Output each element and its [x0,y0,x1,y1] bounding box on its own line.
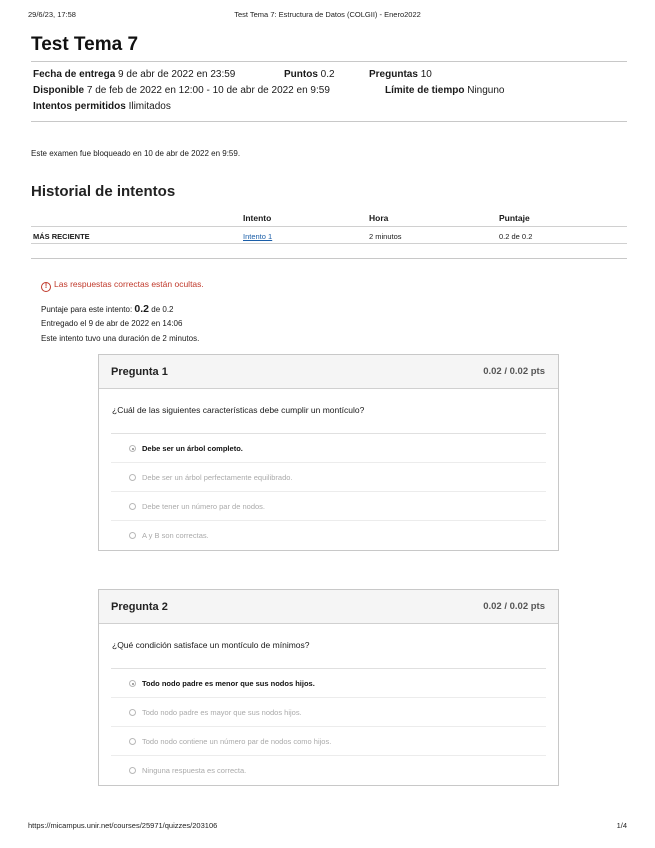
radio-icon[interactable] [129,474,136,481]
question-header [99,355,558,389]
question-title: Pregunta 2 [111,601,168,613]
radio-icon[interactable] [129,738,136,745]
question-prompt: ¿Qué condición satisface un montículo de mínimos? [112,640,310,650]
print-page-number: 1/4 [616,821,627,830]
answer-option[interactable] [111,756,546,785]
question-card [98,589,559,786]
divider [31,121,627,122]
radio-icon[interactable] [129,767,136,774]
lock-note: Este examen fue bloqueado en 10 de abr de 2022 en 9:59. [31,149,241,158]
submitted-note: Entregado el 9 de abr de 2022 en 14:06 [41,319,183,328]
question-title: Pregunta 1 [111,366,168,378]
answer-list [111,669,546,785]
points [284,69,335,80]
questions-label: Preguntas [369,69,418,80]
question-count [369,69,432,80]
answer-label: Todo nodo padre es menor que sus nodos hijos. [142,679,315,688]
hidden-answers-warning [41,279,204,292]
score-suffix: de 0.2 [151,305,174,314]
answer-option[interactable] [111,521,546,550]
question-text [111,389,546,434]
attempts-allowed [33,101,171,112]
print-footer [28,821,627,830]
radio-icon[interactable] [129,709,136,716]
warning-text: Las respuestas correctas están ocultas. [54,279,204,289]
answer-option[interactable] [111,492,546,521]
answer-option[interactable] [111,698,546,727]
question-points: 0.02 / 0.02 pts [483,601,545,612]
print-datetime: 29/6/23, 17:58 [28,10,76,19]
question-card [98,354,559,551]
answer-option[interactable] [111,669,546,698]
header-attempt: Intento [243,213,272,223]
row-label: MÁS RECIENTE [33,232,90,241]
attempt-link[interactable]: Intento 1 [243,232,273,241]
score-value: 0.2 [134,303,150,315]
divider [31,258,627,259]
radio-checked-icon[interactable] [129,680,136,687]
available-value: 7 de feb de 2022 en 12:00 - 10 de abr de 2022 en 9:59 [86,85,330,96]
question-points: 0.02 / 0.02 pts [483,366,545,377]
answer-option[interactable] [111,434,546,463]
question-header [99,590,558,624]
attempts-value: Ilimitados [128,101,171,112]
print-url: https://micampus.unir.net/courses/25971/quizzes/203106 [28,821,218,830]
duration-note: Este intento tuvo una duración de 2 minutos. [41,334,200,343]
time-limit-value: Ninguno [467,85,505,96]
header-time: Hora [369,213,389,223]
attempt-score [41,303,174,315]
radio-icon[interactable] [129,532,136,539]
attempts-label: Intentos permitidos [33,101,126,112]
table-row [31,226,627,244]
due-date [33,69,235,80]
history-title: Historial de intentos [31,183,176,200]
question-text [111,624,546,669]
answer-option[interactable] [111,463,546,492]
points-label: Puntos [284,69,318,80]
history-table [31,208,627,244]
answer-label: Ninguna respuesta es correcta. [142,766,247,775]
answer-label: Debe tener un número par de nodos. [142,502,265,511]
history-header-row [31,208,627,226]
question-prompt: ¿Cuál de las siguientes características debe cumplir un montículo? [112,405,365,415]
warning-icon: ! [41,282,51,292]
available-label: Disponible [33,85,85,96]
points-value: 0.2 [320,69,335,80]
row-time: 2 minutos [369,232,402,241]
answer-label: Todo nodo padre es mayor que sus nodos hijos. [142,708,302,717]
time-limit-label: Límite de tiempo [385,85,465,96]
divider [31,61,627,62]
answer-label: Debe ser un árbol completo. [142,444,243,453]
answer-label: A y B son correctas. [142,531,209,540]
time-limit [385,85,505,96]
questions-value: 10 [420,69,432,80]
page-title: Test Tema 7 [31,34,139,55]
answer-list [111,434,546,550]
due-label: Fecha de entrega [33,69,116,80]
score-prefix: Puntaje para este intento: [41,305,133,314]
print-header [28,10,627,24]
availability [33,85,330,96]
answer-label: Todo nodo contiene un número par de nodos como hijos. [142,737,332,746]
due-value: 9 de abr de 2022 en 23:59 [118,69,236,80]
row-score: 0.2 de 0.2 [499,232,533,241]
radio-icon[interactable] [129,503,136,510]
radio-checked-icon[interactable] [129,445,136,452]
answer-option[interactable] [111,727,546,756]
print-page-title: Test Tema 7: Estructura de Datos (COLGII) - Enero2022 [234,10,421,19]
answer-label: Debe ser un árbol perfectamente equilibrado. [142,473,293,482]
header-score: Puntaje [499,213,530,223]
